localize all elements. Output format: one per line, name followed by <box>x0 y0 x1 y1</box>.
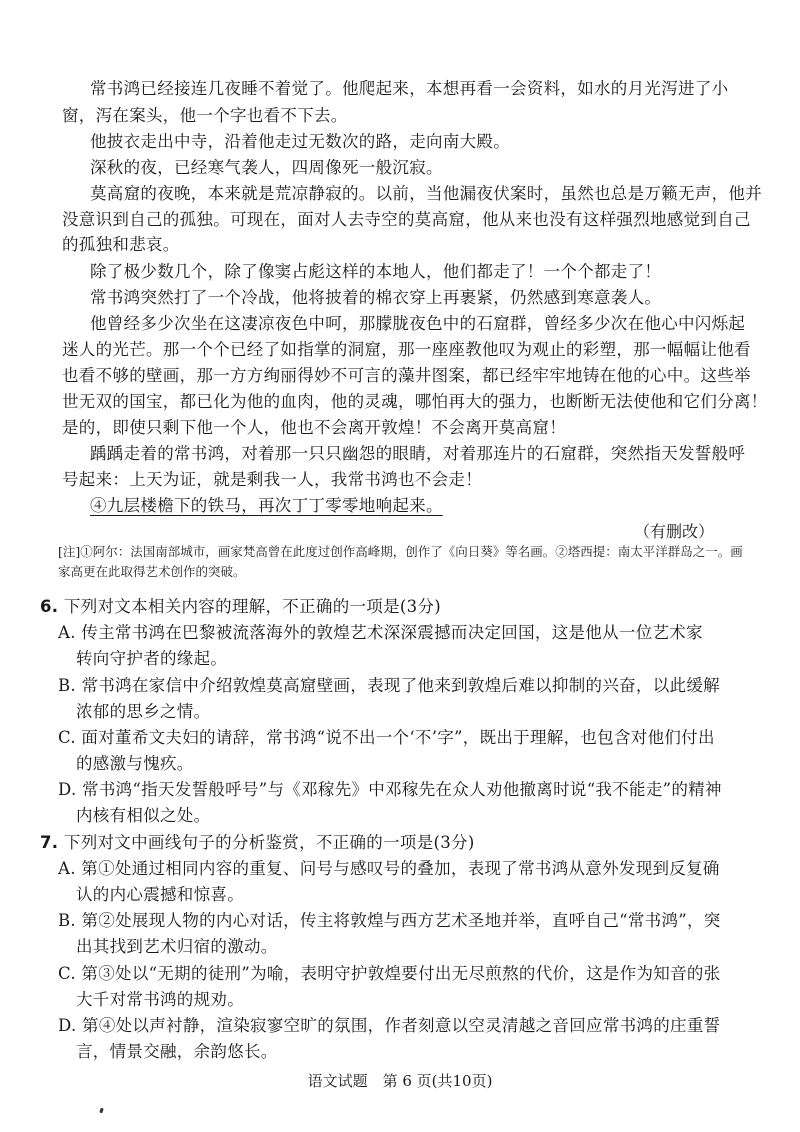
question-number: 6. <box>40 597 59 616</box>
passage-line: 世无双的国宝，都已化为他的血肉，他的灵魂，哪怕再大的强力，也断断无法使他和它们分离！ <box>62 392 768 411</box>
passage-line: 他曾经多少次坐在这凄凉夜色中呵，那朦胧夜色中的石窟群，曾经多少次在他心中闪烁起 <box>90 314 746 333</box>
option-a-cont: 转向守护者的缘起。 <box>76 649 228 668</box>
option-b-cont: 出其找到艺术归宿的激动。 <box>76 937 278 956</box>
passage-line: 没意识到自己的孤独。可现在，面对人去寺空的莫高窟，他从来也没有这样强烈地感觉到自己 <box>62 210 751 229</box>
question-number: 7. <box>40 833 59 852</box>
passage-line: 除了极少数几个，除了像窦占彪这样的本地人，他们都走了！一个个都走了！ <box>90 262 662 281</box>
question-stem: 下列对文本相关内容的理解，不正确的一项是(3分) <box>63 597 441 616</box>
option-b: B. 常书鸿在家信中介绍敦煌莫高窟壁画，表现了他来到敦煌后难以抑制的兴奋，以此缓解 <box>58 676 720 695</box>
option-b: B. 第②处展现人物的内心对话，传主将敦煌与西方艺术圣地并举，直呼自己“常书鸿”，突 <box>58 911 721 930</box>
option-d: D. 第④处以声衬静，渲染寂寥空旷的氛围，作者刻意以空灵清越之音回应常书鸿的庄重誓 <box>58 1016 721 1035</box>
question-stem: 下列对文中画线句子的分析鉴赏，不正确的一项是(3分) <box>63 833 475 852</box>
option-d: D. 常书鸿“指天发誓般呼号”与《邓稼先》中邓稼先在众人劝他撤离时说“我不能走”的精神 <box>58 780 722 799</box>
option-c-cont: 大千对常书鸿的规劝。 <box>76 990 244 1009</box>
passage-line: 他披衣走出中寺，沿着他走过无数次的路，走向南大殿。 <box>90 132 510 151</box>
passage-line: 号起来：上天为证，就是剩我一人，我常书鸿也不会走！ <box>62 470 482 489</box>
passage-line: 迷人的光芒。那一个个已经了如指掌的洞窟，那一座座教他叹为观止的彩塑，那一幅幅让他看 <box>62 340 751 359</box>
passage-line: 是的，即使只剩下他一个人，他也不会离开敦煌！不会离开莫高窟！ <box>62 418 566 437</box>
option-d-cont: 内核有相似之处。 <box>76 806 211 825</box>
option-a: A. 第①处通过相同内容的重复、问号与感叹号的叠加，表现了常书鸿从意外发现到反复确 <box>58 859 720 878</box>
underlined-sentence-4: ④九层楼檐下的铁马，再次丁丁零零地响起来。 <box>90 496 443 515</box>
passage-line: 踽踽走着的常书鸿，对着那一只只幽怨的眼睛，对着那连片的石窟群，突然指天发誓般呼 <box>90 444 746 463</box>
page-footer: 语文试题 第 6 页(共10页) <box>307 1072 493 1090</box>
option-d-cont: 言，情景交融，余韵悠长。 <box>76 1042 278 1061</box>
option-b-cont: 浓郁的思乡之情。 <box>76 702 211 721</box>
passage-line: 的孤独和悲哀。 <box>62 235 180 254</box>
passage-line: 莫高窟的夜晚，本来就是荒凉静寂的。以前，当他漏夜伏案时，虽然也总是万籁无声，他并 <box>90 184 762 203</box>
passage-line: 常书鸿突然打了一个冷战，他将披着的棉衣穿上再裹紧，仍然感到寒意袭人。 <box>90 288 662 307</box>
passage-line: 窗，泻在案头，他一个字也看不下去。 <box>62 106 348 125</box>
footnote: [注]①阿尔：法国南部城市，画家梵高曾在此度过创作高峰期，创作了《向日葵》等名画。②塔西提：南太平洋群岛之一。画家高更在此取得艺术创作的突破。 <box>58 544 743 579</box>
passage-line: 深秋的夜，已经寒气袭人，四周像死一般沉寂。 <box>90 158 443 177</box>
option-c: C. 第③处以“无期的徒刑”为喻，表明守护敦煌要付出无尽煎熬的代价，这是作为知音的张 <box>58 964 721 983</box>
source-note: （有删改） <box>633 522 714 541</box>
scan-speck <box>99 1108 104 1114</box>
option-c: C. 面对董希文夫妇的请辞，常书鸿“说不出一个‘不’字”，既出于理解，也包含对他们付出 <box>58 728 715 747</box>
option-a: A. 传主常书鸿在巴黎被流落海外的敦煌艺术深深震撼而决定回国，这是他从一位艺术家 <box>58 623 703 642</box>
passage-line: 常书鸿已经接连几夜睡不着觉了。他爬起来，本想再看一会资料，如水的月光泻进了小 <box>90 79 729 98</box>
option-c-cont: 的感激与愧疚。 <box>76 754 194 773</box>
passage-line: 也看不够的壁画，那一方方绚丽得妙不可言的藻井图案，都已经牢牢地铸在他的心中。这些举 <box>62 366 751 385</box>
option-a-cont: 认的内心震撼和惊喜。 <box>76 885 244 904</box>
